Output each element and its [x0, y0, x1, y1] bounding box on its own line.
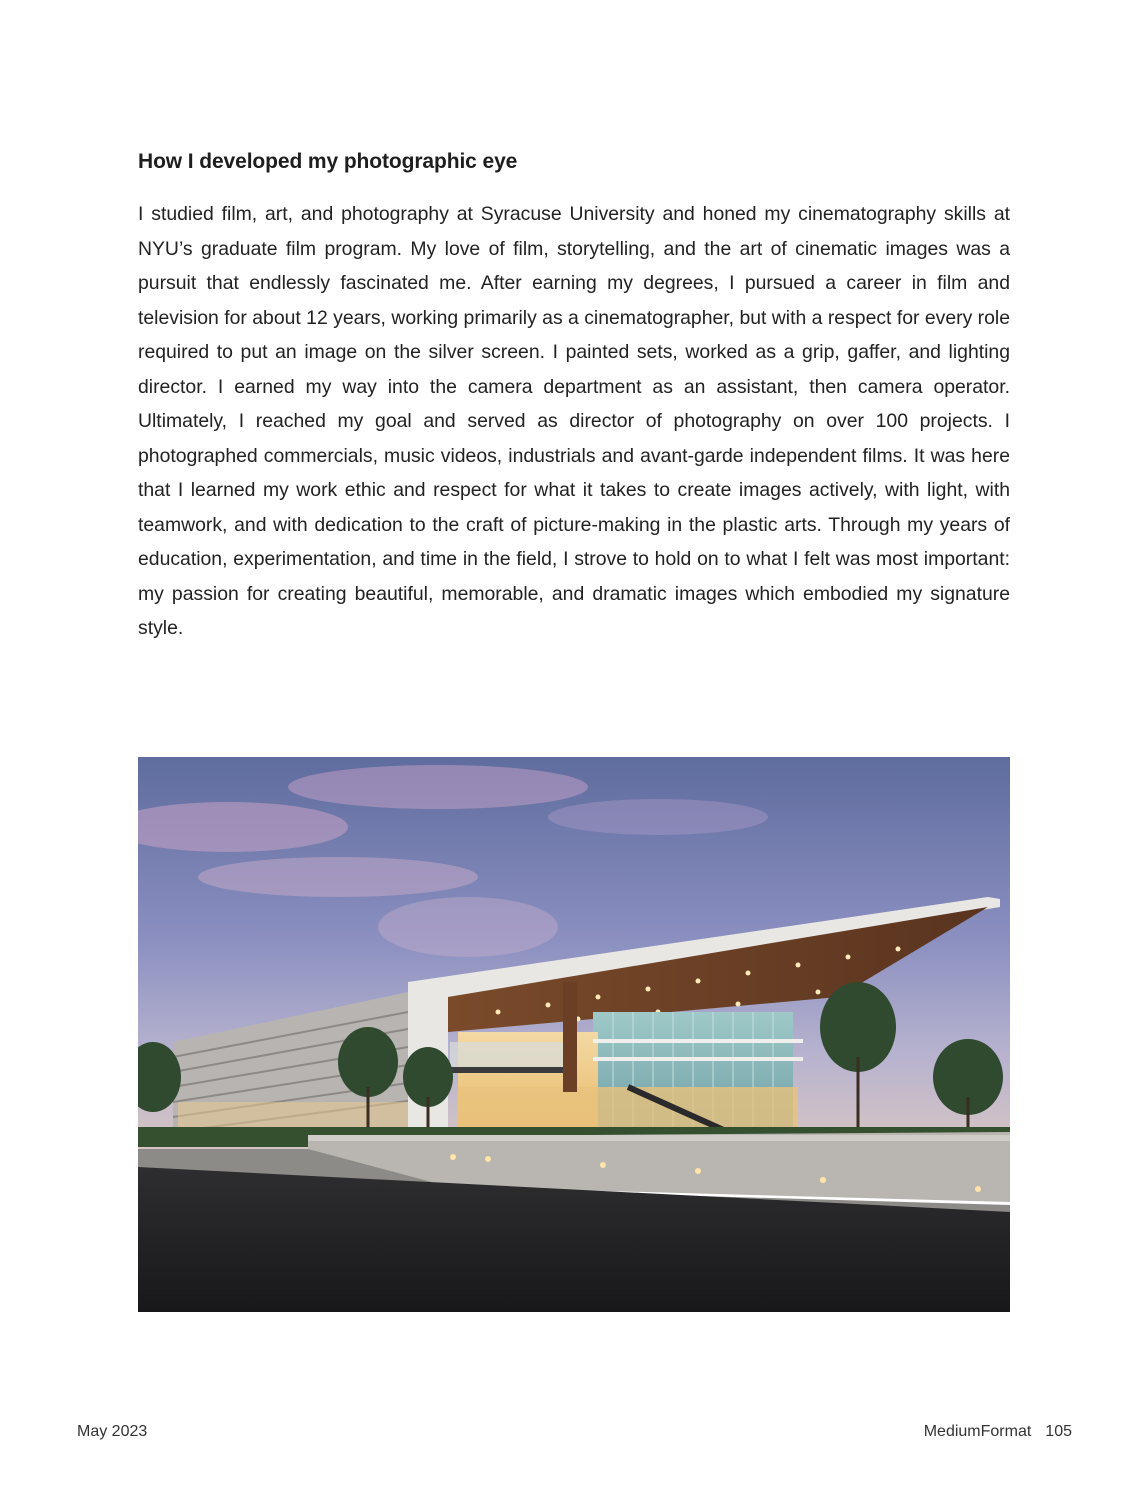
- body-paragraph: I studied film, art, and photography at Syracuse University and honed my cinematography skills at NYU’s graduate film program. My love of film, storytelling, and the art of cinematic images was a pursuit that endlessly fascinated me. After earning my degrees, I pursued a career in film and television for about 12 years, working primarily as a cinematographer, but with a respect for every role required to put an image on the silver screen. I painted sets, worked as a grip, gaffer, and lighting director. I earned my way into the camera department as an assistant, then camera operator. Ultimately, I reached my goal and served as director of photography on over 100 projects. I photographed commercials, music videos, industrials and avant-garde independent films. It was here that I learned my work ethic and respect for what it takes to create images actively, with light, with teamwork, and with dedication to the craft of picture-making in the plastic arts. Through my years of education, experimentation, and time in the field, I strove to hold on to what I felt was most important: my passion for creating beautiful, memorable, and dramatic images which embodied my signature style.: [138, 203, 1010, 639]
- section-heading: How I developed my photographic eye: [138, 150, 518, 173]
- publication-name: MediumFormat: [923, 1423, 1032, 1440]
- architecture-photo: [138, 757, 1010, 1312]
- page-number: 105: [1045, 1423, 1072, 1440]
- footer-date: May 2023: [77, 1423, 148, 1440]
- footer-publication-info: [924, 1423, 1072, 1441]
